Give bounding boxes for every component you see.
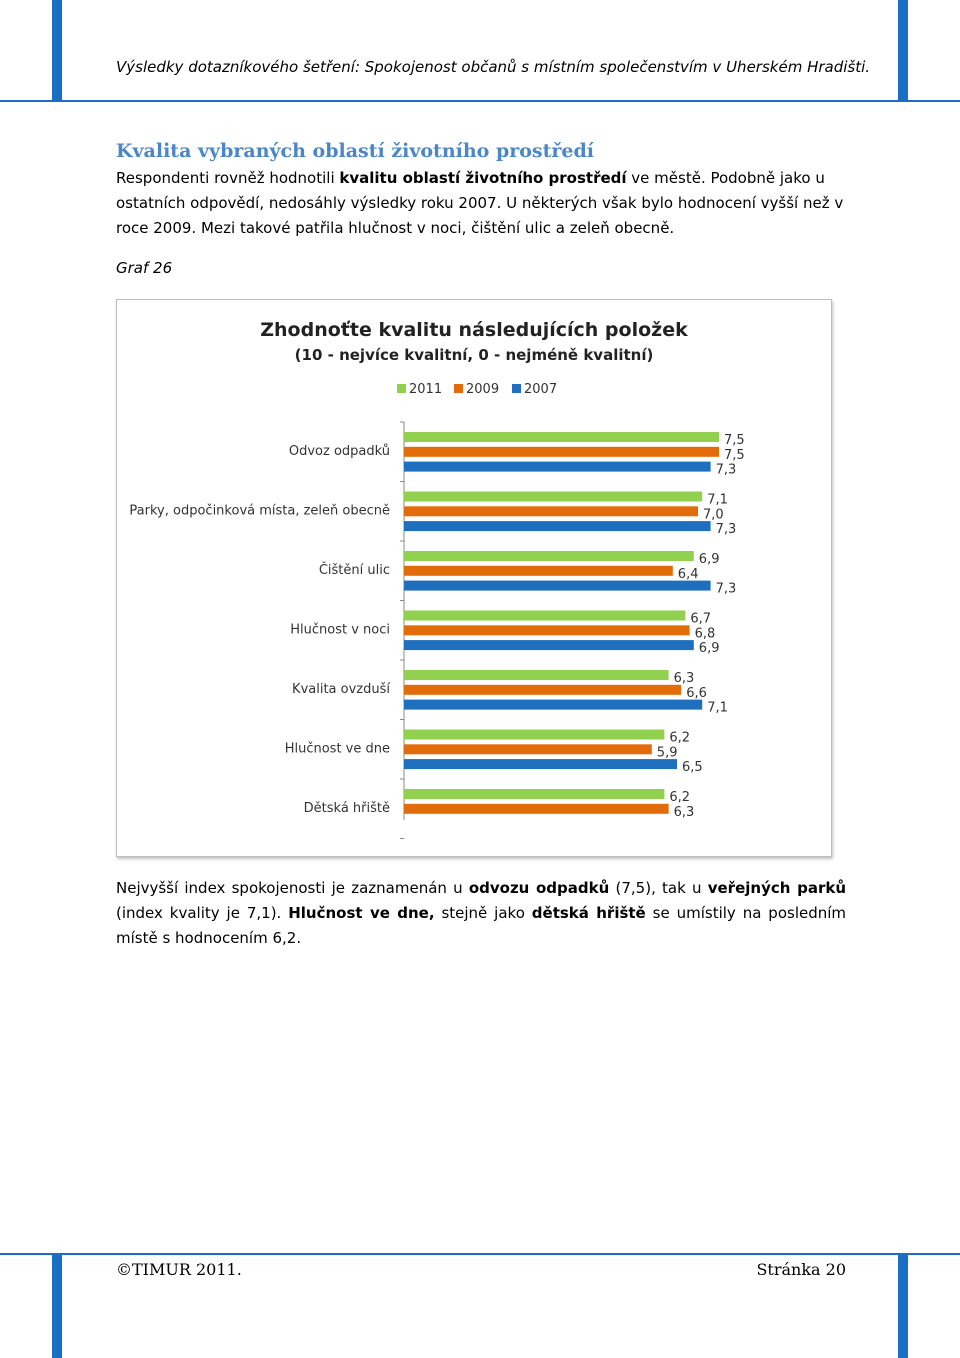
summary-bold-1: odvozu odpadků bbox=[468, 879, 610, 897]
bar-2007 bbox=[404, 759, 677, 769]
value-label-2011: 6,3 bbox=[673, 671, 695, 686]
summary-text-5: se umístily na posledním místě s hodnocením 6,2. bbox=[116, 904, 847, 947]
value-label-2007: 6,5 bbox=[682, 760, 703, 776]
category-label: Kvalita ovzduší bbox=[292, 682, 390, 697]
header-rule bbox=[0, 100, 960, 102]
value-label-2009: 6,8 bbox=[694, 626, 716, 642]
summary-bold-3: Hlučnost ve dne, bbox=[288, 904, 435, 922]
bar-2011 bbox=[404, 611, 685, 621]
legend-label-2007: 2007 bbox=[524, 382, 558, 397]
summary-text-2: (7,5), tak u bbox=[609, 879, 708, 897]
left-accent-bar-top bbox=[52, 0, 62, 102]
value-label-2009: 6,3 bbox=[673, 804, 695, 820]
bar-2011 bbox=[404, 789, 664, 799]
bar-2007 bbox=[404, 581, 711, 591]
summary-paragraph bbox=[116, 876, 846, 951]
bar-2011 bbox=[404, 551, 694, 561]
category-label: Hlučnost v noci bbox=[290, 622, 390, 638]
summary-text-3: (index kvality je 7,1). bbox=[116, 904, 289, 922]
chart-svg bbox=[117, 300, 831, 856]
bar-2007 bbox=[404, 640, 694, 650]
category-labels bbox=[129, 444, 390, 816]
category-label: Odvoz odpadků bbox=[288, 444, 390, 459]
section-title: Kvalita vybraných oblastí životního prostředí bbox=[116, 140, 595, 162]
value-label-2011: 6,7 bbox=[690, 611, 712, 627]
legend-label-2009: 2009 bbox=[466, 382, 500, 397]
value-label-2007: 7,3 bbox=[715, 581, 737, 597]
left-accent-bar-bottom bbox=[52, 1253, 62, 1358]
value-label-2009: 5,9 bbox=[656, 745, 678, 761]
bar-2007 bbox=[404, 462, 711, 472]
value-label-2011: 7,1 bbox=[707, 492, 728, 508]
category-label: Parky, odpočinková místa, zeleň obecně bbox=[129, 503, 390, 519]
right-accent-bar-bottom bbox=[898, 1253, 908, 1358]
bar-2009 bbox=[404, 566, 673, 576]
footer-page-number: Stránka 20 bbox=[756, 1260, 846, 1279]
chart-title: Zhodnoťte kvalitu následujících položek bbox=[260, 319, 688, 341]
value-label-2011: 7,5 bbox=[724, 433, 745, 448]
value-label-2009: 6,4 bbox=[677, 566, 699, 582]
value-label-2011: 6,2 bbox=[669, 730, 691, 746]
value-label-2007: 7,3 bbox=[715, 462, 737, 478]
value-label-2009: 7,0 bbox=[703, 507, 724, 523]
bar-2009 bbox=[404, 685, 681, 695]
footer-rule bbox=[0, 1253, 960, 1255]
category-label: Dětská hřiště bbox=[303, 801, 390, 816]
value-label-2007: 6,9 bbox=[698, 641, 720, 657]
summary-bold-2: veřejných parků bbox=[707, 879, 846, 897]
intro-bold-1: kvalitu oblastí životního prostředí bbox=[339, 169, 627, 187]
intro-text-2: ve městě. Podobně jako u ostatních odpovědí, nedosáhly výsledky roku 2007. U některých však bylo hodnocení vyšší než v roce 2009. Mezi takové patřila hlučnost v noci, čištění ulic a zeleň obecně. bbox=[116, 169, 844, 237]
summary-text-4: stejně jako bbox=[434, 904, 532, 922]
bar-2011 bbox=[404, 670, 669, 680]
value-label-2011: 6,2 bbox=[669, 790, 691, 805]
footer-copyright: ©TIMUR 2011. bbox=[116, 1260, 242, 1279]
bar-2009 bbox=[404, 447, 719, 457]
bar-2009 bbox=[404, 804, 669, 814]
category-label: Čištění ulic bbox=[318, 563, 390, 578]
bar-2007 bbox=[404, 700, 702, 710]
value-label-2011: 6,9 bbox=[698, 552, 720, 567]
bar-2011 bbox=[404, 492, 702, 502]
intro-text-1: Respondenti rovněž hodnotili bbox=[116, 169, 340, 187]
chart-caption: Graf 26 bbox=[116, 259, 173, 277]
chart-container bbox=[116, 299, 832, 857]
chart-legend bbox=[397, 382, 557, 397]
category-axis-ticks bbox=[400, 422, 404, 839]
chart-subtitle: (10 - nejvíce kvalitní, 0 - nejméně kvalitní) bbox=[294, 346, 654, 364]
legend-swatch-2011 bbox=[397, 384, 406, 393]
bar-2011 bbox=[404, 730, 664, 740]
value-label-2009: 7,5 bbox=[724, 447, 745, 463]
value-label-2009: 6,6 bbox=[686, 685, 707, 701]
bar-2009 bbox=[404, 506, 698, 516]
value-label-2007: 7,1 bbox=[707, 700, 728, 716]
bar-2009 bbox=[404, 625, 690, 635]
bar-2011 bbox=[404, 432, 719, 442]
bar-2009 bbox=[404, 744, 652, 754]
value-label-2007: 7,3 bbox=[715, 522, 737, 538]
legend-label-2011: 2011 bbox=[409, 382, 443, 397]
summary-text-1: Nejvyšší index spokojenosti je zaznamenán u bbox=[116, 879, 469, 897]
summary-bold-4: dětská hřiště bbox=[531, 904, 646, 922]
intro-paragraph bbox=[116, 166, 851, 241]
legend-swatch-2007 bbox=[512, 384, 521, 393]
bar-2007 bbox=[404, 521, 711, 531]
right-accent-bar-top bbox=[898, 0, 908, 102]
page-header: Výsledky dotazníkového šetření: Spokojenost občanů s místním společenstvím v Uherském Hradišti. bbox=[116, 58, 871, 76]
legend-swatch-2009 bbox=[454, 384, 463, 393]
category-label: Hlučnost ve dne bbox=[284, 741, 390, 757]
